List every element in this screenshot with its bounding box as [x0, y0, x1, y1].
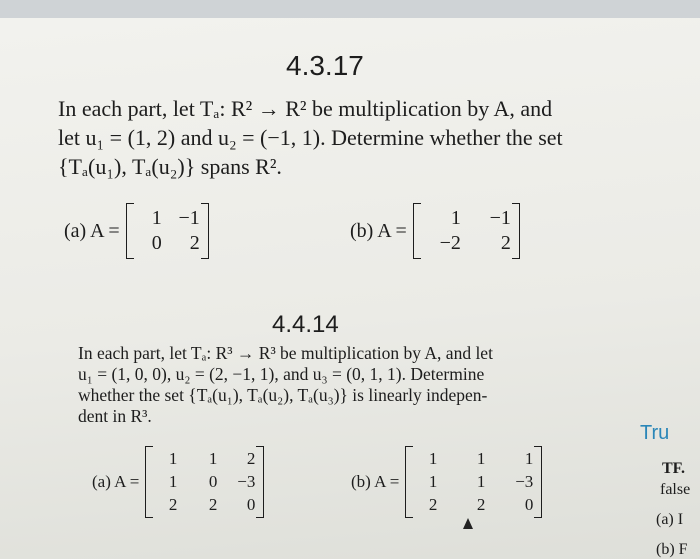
matrix-cell: 1 — [208, 449, 218, 468]
side-panel-line: false — [660, 481, 691, 498]
matrix-cell: 2 — [246, 449, 256, 468]
statement-line: In each part, let Tₐ: R³ → R³ be multiplication by A, and let — [78, 343, 493, 363]
left-bracket — [405, 446, 413, 518]
part-label: (a) A = — [92, 472, 140, 491]
matrix-cell: −3 — [237, 472, 256, 491]
statement-line: let u₁ = (1, 2) and u₂ = (−1, 1). Determine whether the set — [58, 125, 563, 150]
matrix-cell: 0 — [151, 232, 162, 254]
right-bracket — [534, 446, 542, 518]
right-bracket — [201, 203, 209, 259]
matrix-3x3 — [405, 446, 542, 518]
matrix-cell: 2 — [189, 232, 200, 254]
part-b-4-3-17 — [350, 203, 520, 259]
right-bracket — [512, 203, 520, 259]
matrix-cell: 2 — [500, 232, 511, 254]
matrix-cell: 2 — [168, 495, 178, 514]
matrix-cell: 0 — [246, 495, 256, 514]
side-panel-line: (a) I — [656, 511, 684, 528]
matrix-cell: 1 — [524, 449, 534, 468]
matrix-cell: −1 — [178, 207, 200, 229]
matrix-cell: 2 — [208, 495, 218, 514]
left-bracket — [126, 203, 134, 259]
statement-line: whether the set {Tₐ(u₁), Tₐ(u₂), Tₐ(u₃)} is linearly indepen- — [78, 385, 488, 405]
matrix-cell: 1 — [428, 472, 438, 491]
part-label: (b) A = — [350, 219, 407, 242]
matrix-cell: 1 — [168, 449, 178, 468]
matrix-cell: 1 — [168, 472, 178, 491]
matrix-cell: 2 — [428, 495, 438, 514]
part-label: (a) A = — [64, 219, 120, 242]
problem-number-4-3-17: 4.3.17 — [286, 50, 364, 81]
matrix-cell: −3 — [515, 472, 534, 491]
side-panel-line: TF. — [662, 460, 685, 477]
left-bracket — [413, 203, 421, 259]
matrix-cell: 1 — [476, 449, 486, 468]
statement-line: {Tₐ(u₁), Tₐ(u₂)} spans R². — [58, 154, 282, 179]
matrix-3x3 — [145, 446, 264, 518]
problem-4-3-17-statement — [58, 94, 563, 181]
part-label: (b) A = — [351, 472, 400, 491]
matrix-2x2 — [413, 203, 520, 259]
problem-4-4-14-statement — [78, 343, 493, 427]
problem-number-4-4-14: 4.4.14 — [272, 311, 339, 338]
matrix-cell: −2 — [439, 232, 461, 254]
matrix-cell: 0 — [208, 472, 218, 491]
statement-line: dent in R³. — [78, 406, 152, 426]
mouse-cursor-icon — [463, 518, 473, 529]
part-b-4-4-14 — [351, 446, 542, 518]
matrix-cell: 0 — [524, 495, 534, 514]
statement-line: In each part, let Tₐ: R² → R² be multiplication by A, and — [58, 96, 553, 121]
matrix-cell: 1 — [450, 207, 461, 229]
matrix-cell: 1 — [428, 449, 438, 468]
top-toolbar-strip — [0, 0, 700, 18]
matrix-cell: −1 — [489, 207, 511, 229]
matrix-cell: 2 — [476, 495, 486, 514]
statement-line: u₁ = (1, 0, 0), u₂ = (2, −1, 1), and u₃ = (0, 1, 1). Determine — [78, 364, 485, 384]
side-panel-line: (b) F — [656, 541, 688, 558]
part-a-4-3-17 — [64, 203, 209, 259]
side-panel-heading: Tru — [640, 422, 670, 444]
part-a-4-4-14 — [92, 446, 264, 518]
matrix-cell: 1 — [476, 472, 486, 491]
left-bracket — [145, 446, 153, 518]
matrix-cell: 1 — [151, 207, 162, 229]
right-bracket — [256, 446, 264, 518]
matrix-2x2 — [126, 203, 209, 259]
